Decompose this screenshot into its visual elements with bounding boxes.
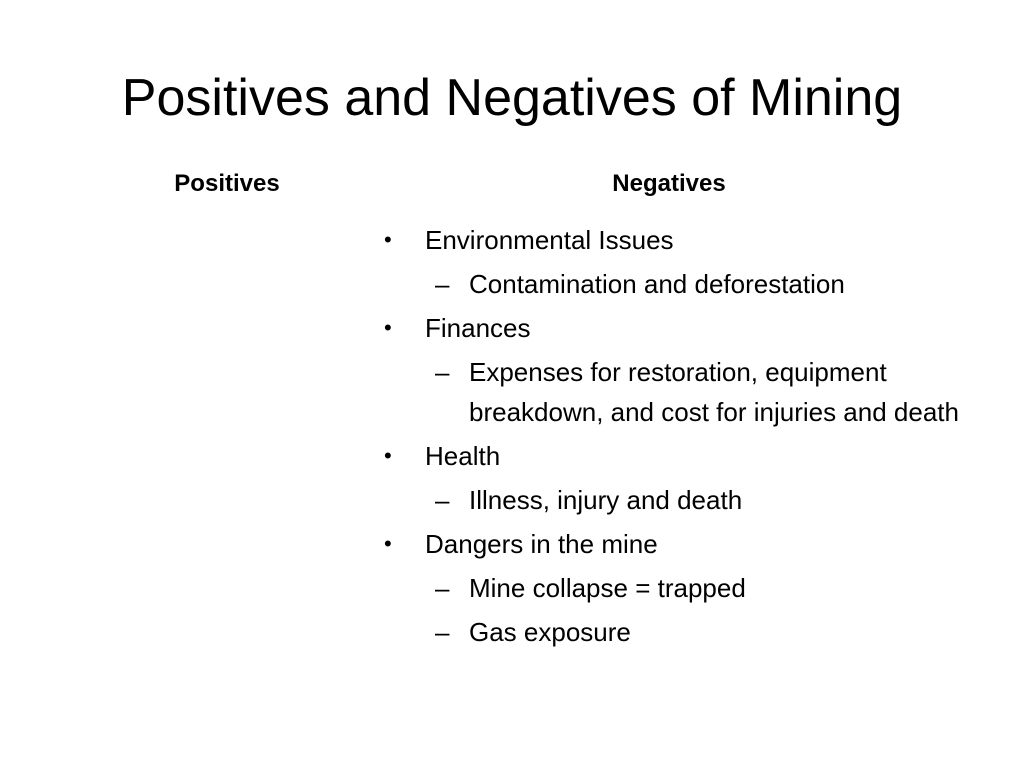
sub-item bbox=[382, 352, 989, 432]
sub-item-text: Mine collapse = trapped bbox=[469, 573, 746, 603]
sub-item-text: Contamination and deforestation bbox=[469, 269, 845, 299]
negatives-item-health bbox=[382, 436, 1002, 520]
sub-item bbox=[382, 612, 989, 652]
sub-item bbox=[382, 568, 989, 608]
negatives-item-environmental bbox=[382, 220, 1002, 304]
slide-title: Positives and Negatives of Mining bbox=[121, 69, 903, 127]
bullet-icon: • bbox=[384, 227, 392, 252]
negatives-item-label: Environmental Issues bbox=[425, 225, 674, 255]
dash-icon: – bbox=[435, 269, 450, 299]
negatives-item-label: Finances bbox=[425, 313, 531, 343]
negatives-item-label: Health bbox=[425, 441, 501, 471]
bullet-icon: • bbox=[384, 443, 392, 468]
dash-icon: – bbox=[435, 617, 450, 647]
sub-item-text: Gas exposure bbox=[469, 617, 631, 647]
bullet-icon: • bbox=[384, 315, 392, 340]
dash-icon: – bbox=[435, 573, 450, 603]
sub-item-text: Illness, injury and death bbox=[469, 485, 743, 515]
bullet-icon: • bbox=[384, 531, 392, 556]
sub-list bbox=[382, 568, 1002, 652]
sub-list bbox=[382, 480, 1002, 520]
negatives-column-body bbox=[382, 220, 1002, 656]
positives-column-body bbox=[80, 214, 374, 714]
negatives-heading: Negatives bbox=[612, 170, 726, 197]
positives-heading: Positives bbox=[174, 170, 280, 197]
sub-list bbox=[382, 352, 1002, 432]
dash-icon: – bbox=[435, 485, 450, 515]
sub-item bbox=[382, 480, 989, 520]
dash-icon: – bbox=[435, 357, 450, 387]
negatives-item-finances bbox=[382, 308, 1002, 432]
negatives-list bbox=[382, 220, 1002, 652]
negatives-item-label: Dangers in the mine bbox=[425, 529, 658, 559]
sub-list bbox=[382, 264, 1002, 304]
negatives-item-dangers bbox=[382, 524, 1002, 652]
sub-item bbox=[382, 264, 989, 304]
sub-item-text: Expenses for restoration, equipment breakdown, and cost for injuries and death bbox=[469, 357, 959, 427]
